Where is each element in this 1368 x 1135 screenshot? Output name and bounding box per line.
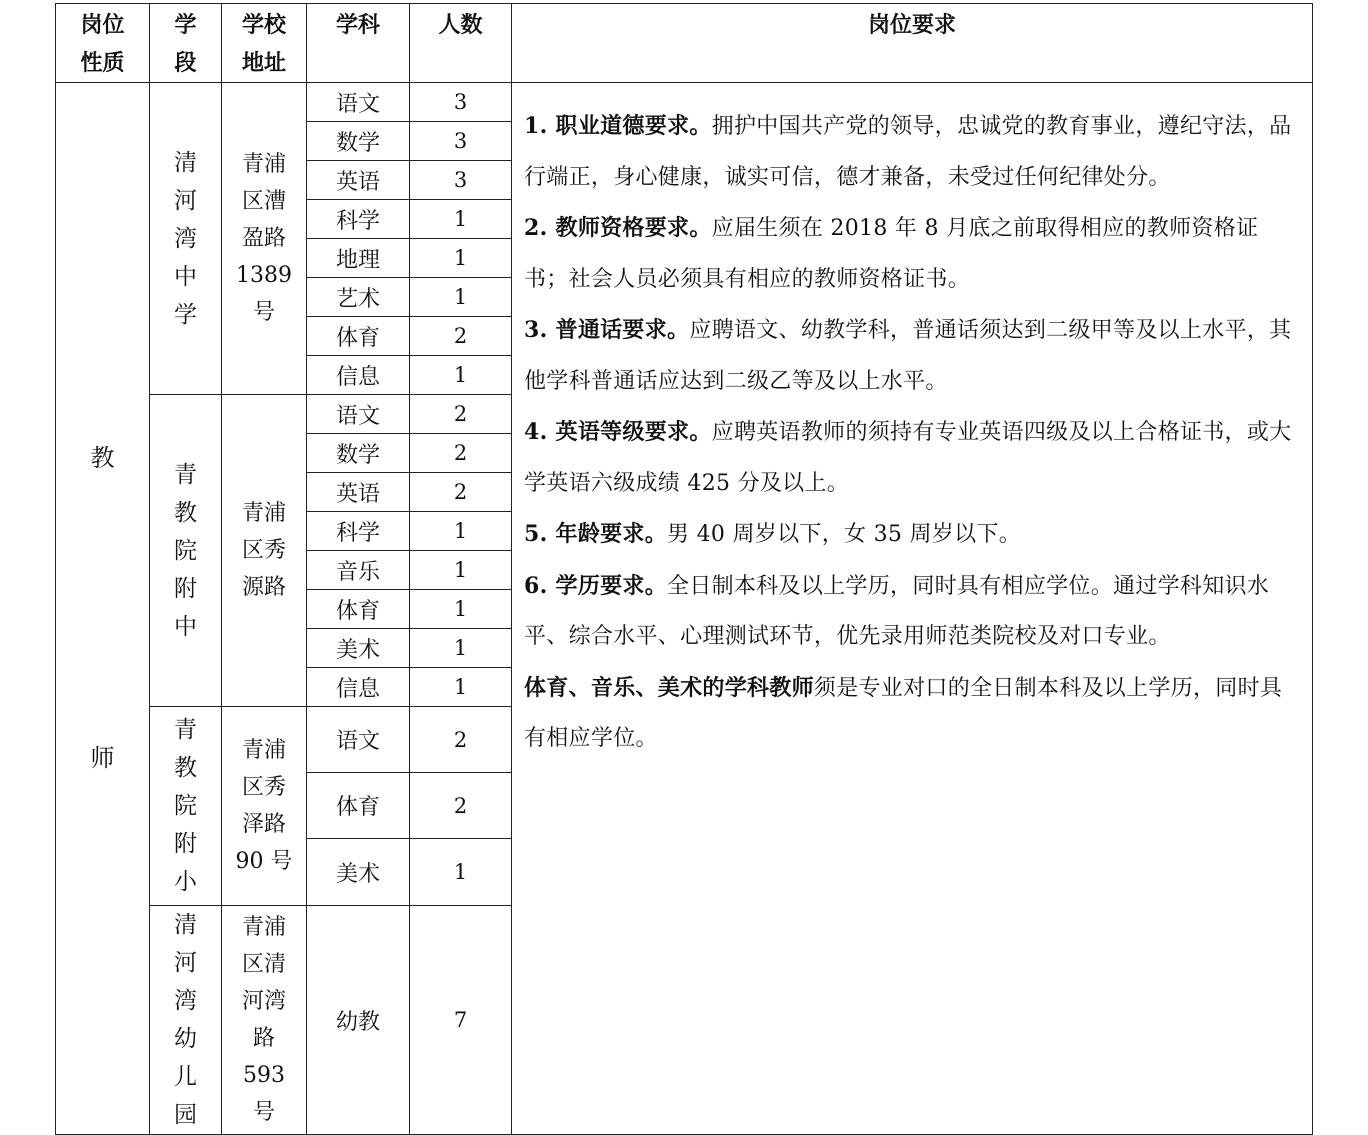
school-address-line: 源路 (241, 575, 286, 600)
subject-cell: 体育 (307, 317, 410, 356)
subject-cell: 体育 (307, 590, 410, 629)
table-row (56, 83, 1313, 122)
job-nature-cell (56, 83, 150, 1135)
school-address-line: 号 (252, 300, 275, 325)
count-cell: 1 (410, 200, 512, 239)
count-cell: 3 (410, 122, 512, 161)
count-cell: 3 (410, 83, 512, 122)
requirement-text: 拥护中国共产党的领导，忠诚党的教育事业，遵纪守法，品行端正，身心健康，诚实可信，德才兼备，未受过任何纪律处分。 (524, 114, 1292, 190)
school-address-line: 区漕 (241, 189, 286, 214)
school-address-cell (222, 395, 307, 707)
school-address-line: 泽路 (241, 812, 286, 837)
school-address-line: 路 (252, 1026, 275, 1051)
subject-cell: 语文 (307, 395, 410, 434)
requirement-title: 5. 年龄要求。 (524, 521, 668, 547)
requirement-text: 须是专业对口的全日制本科及以上学历，同时具有相应学位。 (524, 675, 1283, 751)
header-count: 人数 (410, 4, 512, 83)
header-requirements: 岗位要求 (512, 4, 1313, 83)
requirement-item (524, 561, 1302, 663)
count-cell: 2 (410, 707, 512, 773)
school-address-line: 青浦 (241, 152, 286, 177)
subject-cell: 信息 (307, 356, 410, 395)
school-name-char: 湾 (174, 988, 197, 1014)
count-cell: 1 (410, 356, 512, 395)
count-cell: 1 (410, 551, 512, 590)
school-name-cell (150, 906, 222, 1135)
school-name-cell (150, 83, 222, 395)
requirement-item (524, 509, 1302, 561)
subject-cell: 艺术 (307, 278, 410, 317)
school-address-cell (222, 707, 307, 906)
requirement-text: 应聘语文、幼教学科，普通话须达到二级甲等及以上水平，其他学科普通话应达到二级乙等及以上水平。 (524, 318, 1292, 394)
subject-cell: 语文 (307, 83, 410, 122)
school-name-cell (150, 707, 222, 906)
subject-cell: 英语 (307, 161, 410, 200)
school-address-line: 河湾 (241, 989, 286, 1014)
subject-cell: 数学 (307, 122, 410, 161)
requirement-title: 4. 英语等级要求。 (524, 419, 712, 445)
school-address-line: 青浦 (241, 738, 286, 763)
school-address-line: 区清 (241, 952, 286, 977)
count-cell: 1 (410, 668, 512, 707)
count-cell: 1 (410, 239, 512, 278)
school-name-char: 小 (174, 869, 197, 895)
requirement-text: 应聘英语教师的须持有专业英语四级及以上合格证书，或大学英语六级成绩 425 分及以上。 (524, 420, 1292, 496)
school-name-char: 青 (174, 461, 197, 488)
school-name-char: 河 (174, 187, 197, 214)
count-cell: 1 (410, 512, 512, 551)
school-address-cell (222, 83, 307, 395)
school-address-line: 593 (243, 1063, 285, 1088)
count-cell: 2 (410, 317, 512, 356)
school-name-char: 河 (174, 950, 197, 976)
recruitment-table (55, 3, 1313, 1135)
count-cell: 2 (410, 473, 512, 512)
header-subject: 学科 (307, 4, 410, 83)
requirement-item (524, 305, 1302, 407)
subject-cell: 地理 (307, 239, 410, 278)
school-address-cell (222, 906, 307, 1135)
count-cell: 3 (410, 161, 512, 200)
header-address: 学校 地址 (222, 4, 307, 83)
school-name-char: 中 (174, 263, 197, 290)
school-name-char: 附 (174, 575, 197, 602)
count-cell: 2 (410, 434, 512, 473)
subject-cell: 信息 (307, 668, 410, 707)
school-name-char: 院 (174, 793, 197, 819)
requirement-title: 体育、音乐、美术的学科教师 (524, 674, 814, 701)
count-cell: 2 (410, 395, 512, 434)
requirement-item (524, 101, 1302, 203)
school-address-line: 青浦 (241, 501, 286, 526)
school-name-char: 附 (174, 831, 197, 857)
school-name-char: 院 (174, 537, 197, 564)
subject-cell: 音乐 (307, 551, 410, 590)
school-address-line: 区秀 (241, 538, 286, 563)
job-nature-char: 师 (90, 744, 115, 772)
subject-cell: 美术 (307, 839, 410, 906)
subject-cell: 数学 (307, 434, 410, 473)
count-cell: 1 (410, 629, 512, 668)
requirement-text: 全日制本科及以上学历，同时具有相应学位。通过学科知识水平、综合水平、心理测试环节，优先录用师范类院校及对口专业。 (524, 573, 1270, 649)
school-name-char: 儿 (174, 1064, 197, 1090)
requirement-text: 应届生须在 2018 年 8 月底之前取得相应的教师资格证书；社会人员必须具有相应的教师资格证书。 (524, 216, 1259, 292)
subject-cell: 体育 (307, 773, 410, 839)
school-address-line: 区秀 (241, 775, 286, 800)
count-cell: 2 (410, 773, 512, 839)
requirement-item (524, 663, 1302, 765)
subject-cell: 幼教 (307, 906, 410, 1135)
count-cell: 1 (410, 590, 512, 629)
subject-cell: 科学 (307, 200, 410, 239)
school-address-line: 盈路 (241, 226, 286, 251)
requirement-item (524, 407, 1302, 509)
requirement-title: 6. 学历要求。 (524, 572, 668, 599)
subject-cell: 科学 (307, 512, 410, 551)
count-cell: 7 (410, 906, 512, 1135)
count-cell: 1 (410, 839, 512, 906)
school-address-line: 号 (252, 1100, 275, 1125)
school-name-char: 教 (174, 499, 197, 526)
requirement-title: 1. 职业道德要求。 (524, 113, 712, 139)
count-cell: 1 (410, 278, 512, 317)
job-nature-char: 教 (90, 444, 115, 472)
school-address-line: 1389 (236, 263, 292, 288)
header-nature: 岗位 性质 (56, 4, 150, 83)
header-row (56, 4, 1313, 83)
school-name-char: 教 (174, 755, 197, 781)
school-name-char: 幼 (174, 1026, 197, 1052)
school-name-char: 学 (174, 301, 197, 328)
school-name-char: 湾 (174, 225, 197, 252)
requirement-title: 3. 普通话要求。 (524, 317, 690, 343)
school-name-cell (150, 395, 222, 707)
school-name-char: 园 (174, 1102, 197, 1128)
school-name-char: 青 (174, 717, 197, 743)
requirements-cell (512, 83, 1313, 1135)
requirement-item (524, 203, 1302, 305)
school-address-line: 青浦 (241, 915, 286, 940)
header-stage: 学 段 (150, 4, 222, 83)
subject-cell: 英语 (307, 473, 410, 512)
subject-cell: 语文 (307, 707, 410, 773)
school-name-char: 清 (174, 149, 197, 176)
requirement-title: 2. 教师资格要求。 (524, 215, 712, 241)
school-address-line: 90 号 (235, 849, 293, 874)
subject-cell: 美术 (307, 629, 410, 668)
school-name-char: 清 (174, 912, 197, 938)
requirement-text: 男 40 周岁以下，女 35 周岁以下。 (667, 522, 1021, 547)
school-name-char: 中 (174, 613, 197, 640)
